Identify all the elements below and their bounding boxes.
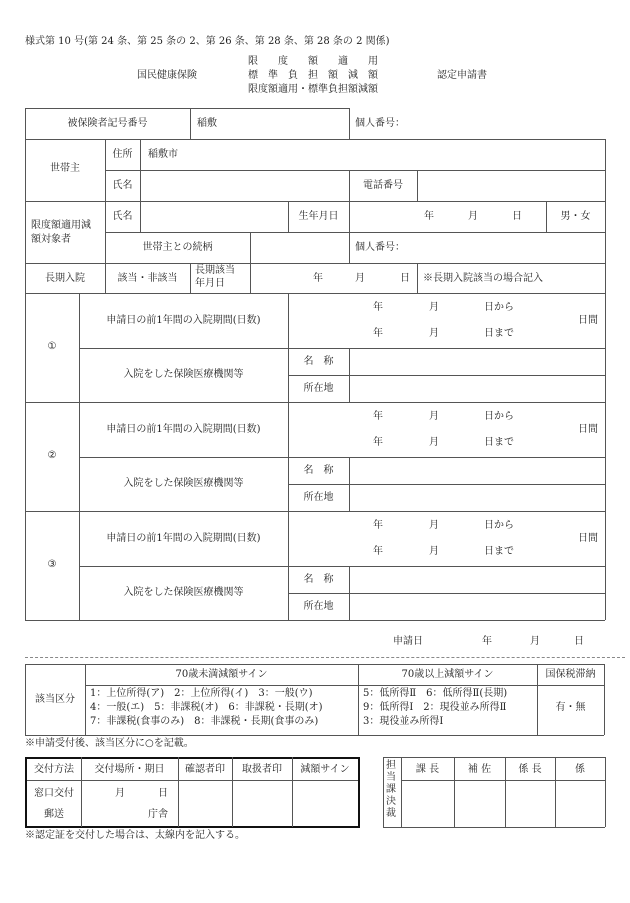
confirmer-seal-field[interactable] <box>180 782 230 825</box>
relation-label: 世帯主との続柄 <box>142 242 213 253</box>
to-year-field[interactable]: 年 <box>373 437 383 448</box>
from-year-field[interactable]: 年 <box>373 520 383 531</box>
householder-phone-field[interactable] <box>419 172 603 200</box>
delivery-note: ※認定証を交付した場合は、太線内を記入する。 <box>25 830 245 841</box>
from-day-field[interactable]: 日から <box>484 302 514 313</box>
to-month-field[interactable]: 月 <box>429 437 439 448</box>
long-term-date-label-2: 年月日 <box>195 278 225 289</box>
delivery-day-field[interactable]: 日 <box>158 788 168 799</box>
institution-name-field[interactable] <box>351 350 603 374</box>
over70-header: 70歳以上減額サイン <box>401 669 494 680</box>
approval-seal-section-chief[interactable] <box>403 782 452 825</box>
delivery-method-mail[interactable]: 郵送 <box>44 809 64 820</box>
block-marker: ① <box>47 341 57 352</box>
under70-option-line[interactable]: 1：上位所得(ア) 2：上位所得(イ) 3：一般(ウ) <box>90 688 313 699</box>
insured-number-label: 被保険者記号番号 <box>67 118 148 129</box>
title-right: 認定申請書 <box>437 70 487 81</box>
approval-seal-assistant[interactable] <box>456 782 503 825</box>
long-term-note: ※長期入院該当の場合記入 <box>423 273 543 284</box>
approval-header-staff: 係 <box>575 764 585 775</box>
target-person-label-1: 限度額適用減 <box>31 220 91 231</box>
from-month-field[interactable]: 月 <box>429 520 439 531</box>
to-day-field[interactable]: 日まで <box>484 328 514 339</box>
institution-name-label: 名 称 <box>303 356 334 367</box>
institution-name-label: 名 称 <box>303 574 334 585</box>
to-year-field[interactable]: 年 <box>373 546 383 557</box>
to-day-field[interactable]: 日まで <box>484 437 514 448</box>
institution-label: 入院をした保険医療機関等 <box>123 587 244 598</box>
householder-name-field[interactable] <box>142 172 347 200</box>
institution-location-label: 所在地 <box>303 601 334 612</box>
reduction-sign-field[interactable] <box>294 782 356 825</box>
title-line-1: 限 度 額 適 用 <box>248 56 378 67</box>
under70-header: 70歳未満減額サイン <box>175 669 268 680</box>
from-month-field[interactable]: 月 <box>429 302 439 313</box>
tax-arrears-selector[interactable]: 有・無 <box>555 702 586 713</box>
insured-number-field[interactable]: 稲敷 <box>197 118 217 129</box>
institution-location-field[interactable] <box>351 486 603 510</box>
from-year-field[interactable]: 年 <box>373 411 383 422</box>
over70-option-line[interactable]: 9：低所得Ⅰ 2：現役並み所得Ⅱ <box>363 702 507 713</box>
block-marker: ② <box>47 450 57 461</box>
approval-label: 担当課決裁 <box>386 760 396 819</box>
approval-header-subsection-chief: 係 長 <box>518 764 542 775</box>
institution-name-label: 名 称 <box>303 465 334 476</box>
title-line-2: 標 準 負 担 額 減 額 <box>248 70 378 81</box>
householder-address-label: 住所 <box>112 149 133 160</box>
delivery-office: 庁舎 <box>148 809 168 820</box>
from-day-field[interactable]: 日から <box>484 520 514 531</box>
period-label: 申請日の前1年間の入院期間(日数) <box>106 315 261 326</box>
institution-location-label: 所在地 <box>303 383 334 394</box>
days-field[interactable]: 日間 <box>578 315 598 326</box>
over70-option-line[interactable]: 3：現役並み所得Ⅰ <box>363 716 444 727</box>
householder-address-field[interactable]: 稲敷市 <box>148 149 178 160</box>
period-label: 申請日の前1年間の入院期間(日数) <box>106 424 261 435</box>
block-marker: ③ <box>47 559 57 570</box>
target-person-label-2: 額対象者 <box>31 234 71 245</box>
from-day-field[interactable]: 日から <box>484 411 514 422</box>
application-month-field[interactable]: 月 <box>530 636 540 647</box>
institution-label: 入院をした保険医療機関等 <box>123 478 244 489</box>
delivery-month-field[interactable]: 月 <box>115 788 125 799</box>
delivery-header-place-date: 交付場所・期日 <box>94 764 165 775</box>
long-term-date-label-1: 長期該当 <box>195 265 235 276</box>
institution-location-field[interactable] <box>351 377 603 401</box>
approval-seal-staff[interactable] <box>557 782 603 825</box>
delivery-header-reduction-sign: 減額サイン <box>300 764 350 775</box>
delivery-method-counter[interactable]: 窓口交付 <box>34 788 74 799</box>
tax-arrears-header: 国保税滞納 <box>545 669 596 680</box>
application-day-field[interactable]: 日 <box>574 636 584 647</box>
long-term-year-field[interactable]: 年 <box>313 273 323 284</box>
to-month-field[interactable]: 月 <box>429 328 439 339</box>
insured-my-number-label: 個人番号： <box>355 118 405 129</box>
cut-line <box>25 657 625 658</box>
institution-location-label: 所在地 <box>303 492 334 503</box>
birth-month-field[interactable]: 月 <box>468 211 478 222</box>
approval-header-assistant: 補 佐 <box>467 764 492 775</box>
to-year-field[interactable]: 年 <box>373 328 383 339</box>
sex-selector[interactable]: 男・女 <box>560 211 591 222</box>
days-field[interactable]: 日間 <box>578 533 598 544</box>
institution-name-field[interactable] <box>351 568 603 592</box>
birth-day-field[interactable]: 日 <box>512 211 522 222</box>
approval-seal-subsection-chief[interactable] <box>507 782 553 825</box>
householder-label: 世帯主 <box>50 163 80 174</box>
relation-field[interactable] <box>252 234 347 262</box>
title-left: 国民健康保険 <box>137 70 197 81</box>
long-term-applicable-selector[interactable]: 該当・非該当 <box>117 273 178 284</box>
to-month-field[interactable]: 月 <box>429 546 439 557</box>
long-term-label: 長期入院 <box>45 273 85 284</box>
long-term-day-field[interactable]: 日 <box>400 273 410 284</box>
institution-name-field[interactable] <box>351 459 603 483</box>
period-label: 申請日の前1年間の入院期間(日数) <box>106 533 261 544</box>
insured-my-number-field[interactable] <box>420 110 605 138</box>
application-year-field[interactable]: 年 <box>482 636 492 647</box>
delivery-header-method: 交付方法 <box>34 764 74 775</box>
application-date-label: 申請日 <box>393 636 423 647</box>
over70-option-line[interactable]: 5：低所得Ⅱ 6：低所得Ⅱ(長期) <box>363 688 508 699</box>
approval-header-section-chief: 課 長 <box>415 764 440 775</box>
category-label: 該当区分 <box>35 694 75 705</box>
title-line-3: 限度額適用・標準負担額減額 <box>248 84 378 95</box>
birth-year-field[interactable]: 年 <box>424 211 434 222</box>
target-my-number-label: 個人番号： <box>355 242 405 253</box>
from-year-field[interactable]: 年 <box>373 302 383 313</box>
days-field[interactable]: 日間 <box>578 424 598 435</box>
delivery-header-confirmer-seal: 確認者印 <box>185 764 225 775</box>
householder-phone-label: 電話番号 <box>363 180 403 191</box>
birthdate-label: 生年月日 <box>298 211 339 222</box>
target-name-field[interactable] <box>142 203 286 231</box>
delivery-header-handler-seal: 取扱者印 <box>242 764 282 775</box>
target-my-number-field[interactable] <box>420 234 605 262</box>
under70-option-line[interactable]: 4：一般(エ) 5：非課税(オ) 6：非課税・長期(オ) <box>90 702 323 713</box>
category-note: ※申請受付後、該当区分に○を記載。 <box>25 738 194 749</box>
form-number: 様式第 10 号(第 24 条、第 25 条の 2、第 26 条、第 28 条、第 28 条の 2 関係) <box>25 36 390 47</box>
householder-name-label: 氏名 <box>112 180 133 191</box>
from-month-field[interactable]: 月 <box>429 411 439 422</box>
under70-option-line[interactable]: 7：非課税(食事のみ) 8：非課税・長期(食事のみ) <box>90 716 319 727</box>
target-name-label: 氏名 <box>112 211 133 222</box>
handler-seal-field[interactable] <box>234 782 290 825</box>
to-day-field[interactable]: 日まで <box>484 546 514 557</box>
institution-location-field[interactable] <box>351 595 603 619</box>
long-term-month-field[interactable]: 月 <box>355 273 365 284</box>
institution-label: 入院をした保険医療機関等 <box>123 369 244 380</box>
